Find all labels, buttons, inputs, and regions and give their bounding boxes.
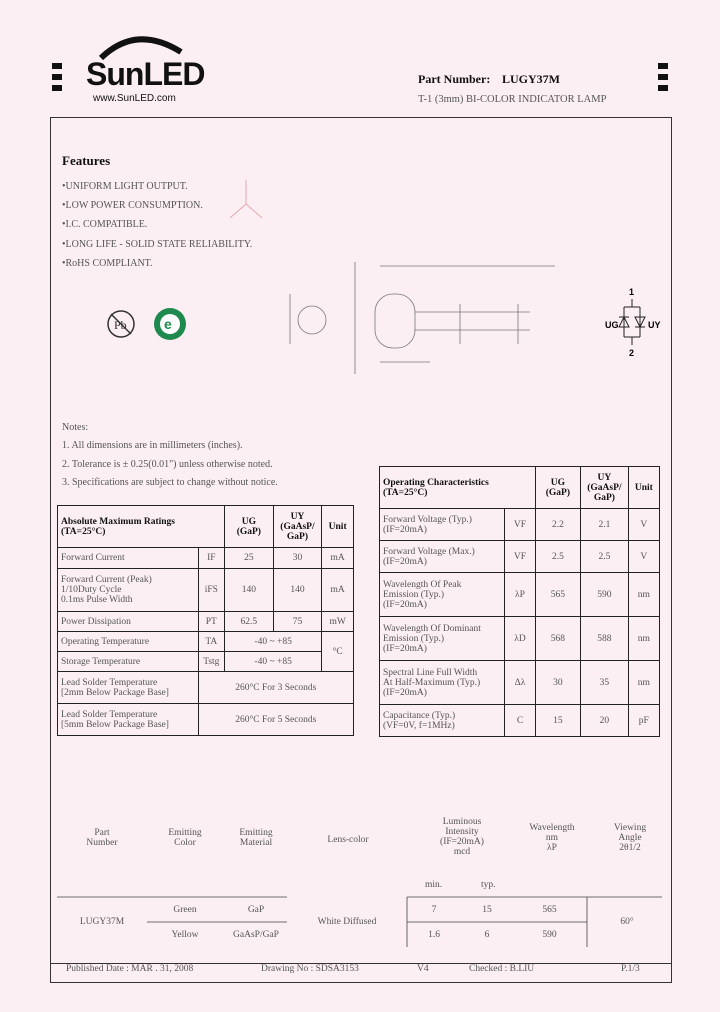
rohs-icon [151, 306, 189, 342]
table-row: Forward Current IF 25 30 mA [58, 548, 354, 569]
footer-version: V4 [417, 964, 429, 974]
table-row: Forward Voltage (Max.) (IF=20mA) VF 2.5 2.5 V [380, 541, 660, 573]
svg-text:UY: UY [648, 320, 661, 330]
note-item: 2. Tolerance is ± 0.25(0.01") unless otherwise noted. [62, 458, 273, 470]
selection-header: Part Number Emitting Color Emitting Material Lens-color Luminous Intensity (IF=20mA) mcd Wavelength nm λP Viewing Angle 2θ1/2 [86, 817, 647, 857]
table-row: Storage Temperature Tstg -40 ~ +85 [58, 652, 354, 672]
notes-title: Notes: [62, 422, 89, 433]
footer-page: P.1/3 [621, 964, 640, 974]
svg-text:2: 2 [629, 348, 635, 357]
right-marker [658, 63, 668, 96]
package-dimension-drawing [280, 254, 560, 379]
svg-text:UG: UG [605, 320, 619, 330]
footer-checked: Checked : B.LIU [469, 964, 535, 974]
table-row: Lead Solder Temperature [2mm Below Package Base] 260°C For 3 Seconds [58, 672, 354, 704]
table-row: Power Dissipation PT 62.5 75 mW [58, 612, 354, 632]
selection-table: LUGY37M Green GaP Yellow GaAsP/GaP White Diffused 7 15 565 1.6 6 590 60° [57, 903, 673, 953]
table-row: Capacitance (Typ.) (VF=0V, f=1MHz) C 15 20 pF [380, 705, 660, 737]
brand-logo: SunLED [86, 56, 205, 92]
table-row: Wavelength Of Dominant Emission (Typ.) (IF=20mA) λD 568 588 nm [380, 617, 660, 661]
svg-text:e: e [164, 316, 172, 332]
feature-item: •LOW POWER CONSUMPTION. [62, 200, 203, 212]
note-item: 3. Specifications are subject to change without notice. [62, 476, 278, 488]
part-number-label: Part Number: [418, 72, 491, 86]
table-row: Operating Temperature TA -40 ~ +85 °C [58, 632, 354, 652]
feature-item: •UNIFORM LIGHT OUTPUT. [62, 181, 188, 192]
product-subtitle: T-1 (3mm) BI-COLOR INDICATOR LAMP [418, 94, 607, 105]
table-row: Forward Current (Peak) 1/10Duty Cycle 0.1ms Pulse Width iFS 140 140 mA [58, 569, 354, 612]
features-title: Features [62, 153, 111, 168]
pb-free-icon [106, 309, 136, 339]
footer-published: Published Date : MAR . 31, 2008 [66, 964, 194, 974]
note-item: 1. All dimensions are in millimeters (inches). [62, 440, 243, 452]
part-number: LUGY37M [502, 72, 560, 86]
footer-drawing: Drawing No : SDSA3153 [261, 964, 359, 974]
notes [62, 419, 278, 492]
table-row: Forward Voltage (Typ.) (IF=20mA) VF 2.2 2.1 V [380, 509, 660, 541]
left-marker [52, 63, 62, 96]
feature-item: •I.C. COMPATIBLE. [62, 219, 148, 231]
footer [50, 962, 672, 983]
selection-part: LUGY37M [79, 917, 125, 927]
recycle-watermark-icon [226, 178, 266, 224]
table-row: Spectral Line Full Width At Half-Maximum (Typ.) (IF=20mA) Δλ 30 35 nm [380, 661, 660, 705]
operating-characteristics-table: Operating Characteristics (TA=25°C) UG (GaP) UY (GaAsP/ GaP) Unit Forward Voltage (Typ.) (IF=20mA) VF 2.2 2.1 V Forward Voltage (Max.) (IF=20mA) VF 2.5 2.5 V Wavelength Of Peak Emission (Typ.) (IF=20mA) λP 565 590 nm Wavelength Of Dominant Emission (Typ.) (IF=20mA) λD 568 588 nm Spectral Line Full Width At Half-Maximum (Typ.) (IF=20mA) Δλ 30 35 nm Capacitance (Typ.) (VF=0V, f=1MHz) C 15 20 pF [379, 466, 660, 737]
absolute-max-table: Absolute Maximum Ratings (TA=25°C) UG (GaP) UY (GaAsP/ GaP) Unit Forward Current IF 25 30 mA Forward Current (Peak) 1/10Duty Cycle 0.1ms Pulse Width iFS 140 140 mA Power Dissipation PT 62.5 75 mW Operating Temperature TA -40 ~ +85 °C Storage Temperature Tstg -40 ~ +85 Lead Solder Temperature [2mm Below Package Base] 260°C For 3 Seconds Lead Solder Temperature [5mm Below Package Base] 260°C For 5 Seconds [57, 505, 354, 736]
features-list [62, 177, 252, 273]
brand-website[interactable]: www.SunLED.com [93, 93, 176, 104]
svg-text:1: 1 [629, 287, 635, 297]
table-row: Wavelength Of Peak Emission (Typ.) (IF=20mA) λP 565 590 nm [380, 573, 660, 617]
svg-text:Pb: Pb [114, 318, 127, 332]
circuit-diagram [602, 285, 662, 357]
feature-item: •LONG LIFE - SOLID STATE RELIABILITY. [62, 238, 253, 250]
table-row: Lead Solder Temperature [5mm Below Package Base] 260°C For 5 Seconds [58, 704, 354, 736]
abs-header: Absolute Maximum Ratings (TA=25°C) [58, 506, 225, 548]
feature-item: •RoHS COMPLIANT. [62, 257, 153, 269]
